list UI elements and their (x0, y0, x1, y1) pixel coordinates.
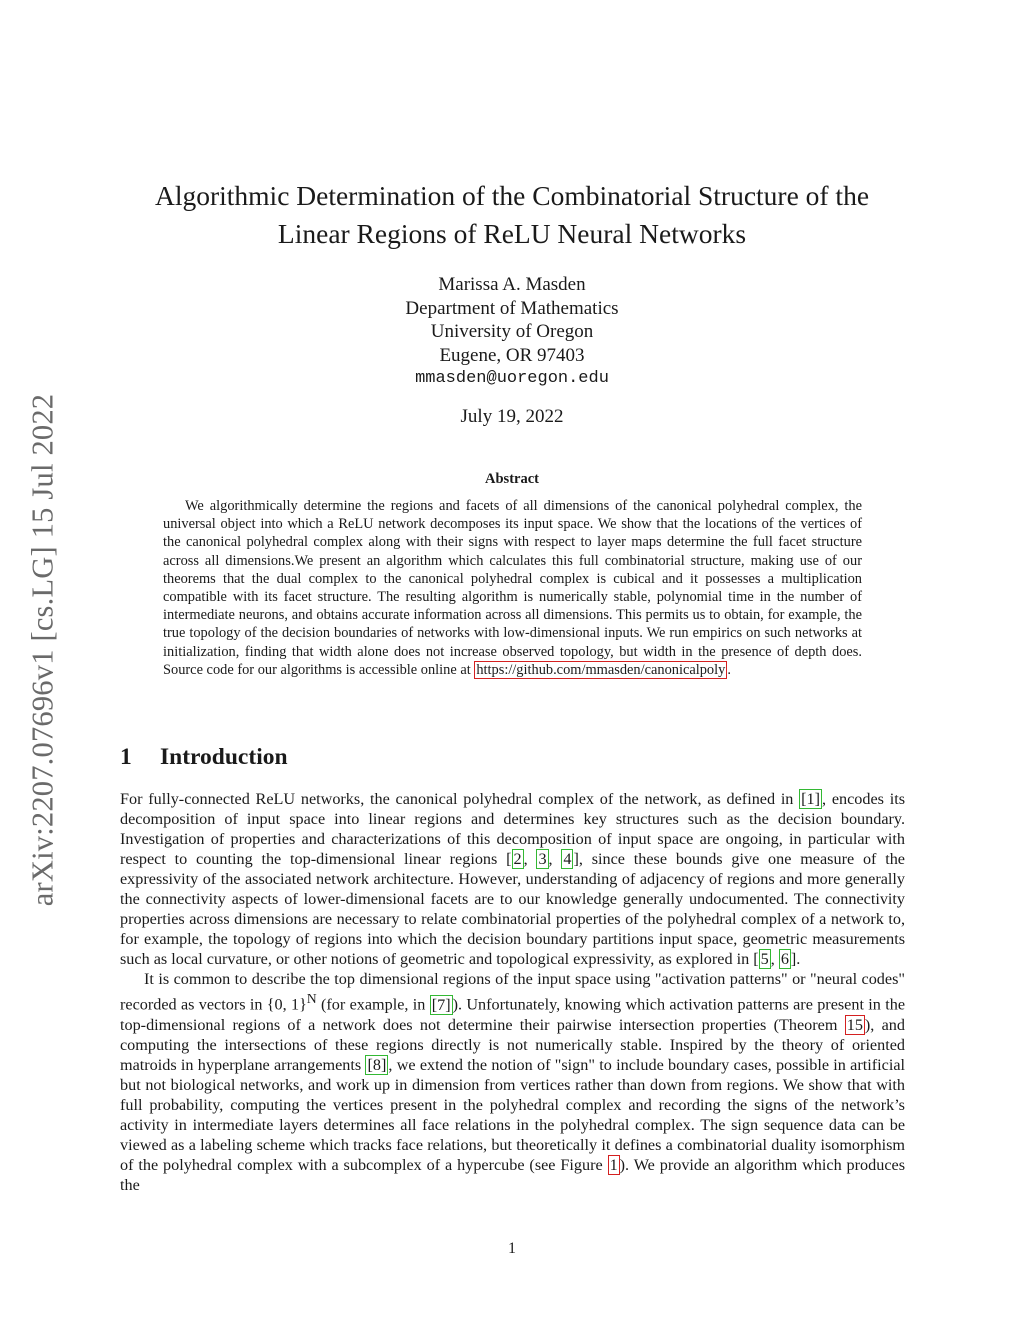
text-span: , since these bounds give one measure of the expressivity of the associated network architecture. However, understanding of adjacency of regions and more generally the connectivity aspects of lower-dimensional facets are to our knowledge generally undocumented. The connectivity properties across dimensions are necessary to relate combinatorial properties of the polyhedral complex of a network to, for example, the topology of regions into which the decision boundary partitions input space, geometric measurements such as local curvature, or other notions of geometric and topological expressivity, as explored in (120, 850, 905, 969)
citation-link[interactable]: 2 (513, 850, 522, 869)
theorem-reference-link[interactable]: 15 (846, 1015, 863, 1034)
abstract-body: We algorithmically determine the regions and facets of all dimensions of the canonical polyhedral complex, the universal object into which a ReLU network decomposes its input space. We show that the locations of the vertices of the canonical polyhedral complex along with their signs with respect to layer maps determine the full facet structure across all dimensions.We present an algorithm which calculates this full combinatorial structure, making use of our theorems that the dual complex to the canonical polyhedral complex is cubical and it possesses a multiplication compatible with its facet structure. The resulting algorithm is numerically stable, polynomial time in the number of intermediate neurons, and obtains accurate information across all dimensions. This permits us to obtain, for example, the true topology of the decision boundaries of networks with low-dimensional inputs. We run empirics on such networks at initialization, finding that width alone does not increase observed topology, but width in the presence of depth does. Source code for our algorithms is accessible online at (163, 498, 862, 678)
citation-link[interactable]: 4 (563, 850, 572, 869)
page-number: 1 (508, 1240, 516, 1257)
text-span: . (796, 950, 801, 969)
text-span: ). We provide an algorithm which produces the (120, 1156, 905, 1195)
title-line-2: Linear Regions of ReLU Neural Networks (277, 218, 747, 249)
superscript-n: N (306, 991, 317, 1007)
text-span: ). Unfortunately, knowing which activation patterns are present in the top-dimensional regions of a network does not determine their pairwise intersection properties (Theorem (120, 995, 905, 1034)
text-span: For fully-connected ReLU networks, the canonical polyhedral complex of the network, as defined in (120, 790, 800, 808)
title-line-1: Algorithmic Determination of the Combinatorial Structure of the (154, 180, 870, 211)
author-department: Department of Mathematics (405, 297, 619, 319)
section-title: Introduction (160, 744, 288, 770)
citation-link[interactable]: [7] (431, 995, 451, 1014)
section-heading (120, 744, 288, 771)
citation-link[interactable]: 5 (760, 950, 769, 969)
author-university: University of Oregon (430, 321, 594, 342)
text-span: , we extend the notion of "sign" to include boundary cases, possible in artificial but not biological networks, and work up in dimension from vertices rather than down from regions. We show that with full probability, computing the vertices present in the polyhedral complex and recording the signs of the network’s activity in intermediate layers determines all face relations in the polyhedral complex. The sign sequence data can be viewed as a labeling scheme which tracks face relations, but theoretically it defines a combinatorial duality isomorphism of the polyhedral complex with a subcomplex of a hypercube (see Figure (120, 1056, 906, 1175)
author-name: Marissa A. Masden (438, 274, 586, 295)
text-span: , encodes its decomposition of input space into linear regions and determines key structures such as the decision boundary. Investigation of properties and characterizations of this decomposition of input space are ongoing, in particular with respect to counting the top-dimensional linear regions (120, 790, 905, 869)
citation-link[interactable]: [8] (367, 1056, 387, 1074)
citation-link[interactable]: [1] (801, 790, 821, 808)
section-number: 1 (120, 744, 132, 770)
figure-reference-link[interactable]: 1 (609, 1156, 618, 1175)
source-code-link[interactable]: https://github.com/mmasden/canonicalpoly (476, 661, 726, 678)
abstract-heading: Abstract (485, 471, 539, 487)
introduction-body (120, 789, 905, 1195)
citation-link[interactable]: 6 (780, 950, 789, 969)
arxiv-identifier-stamp: arXiv:2207.07696v1 [cs.LG] 15 Jul 2022 (25, 393, 60, 907)
text-span: It is common to describe the top dimensional regions of the input space using "activation patterns" or "neural codes" recorded as vectors in {0, 1} (120, 970, 905, 1014)
paragraph-2 (120, 969, 905, 1195)
abstract-text (163, 497, 862, 679)
paragraph-1: For fully-connected ReLU networks, the canonical polyhedral complex of the network, as defined in [1] , encodes its decomposition of input space into linear regions and determines key structures such as the decision boundary. Investigation of properties and characterizations of this decomposition of input space are ongoing, in particular with respect to counting the top-dimensional linear regions [ 2 , 3 , 4 ], since these bounds give one measure of the expressivity of the associated network architecture. However, understanding of adjacency of regions and more generally the connectivity aspects of lower-dimensional facets are to our knowledge generally undocumented. The connectivity properties across dimensions are necessary to relate combinatorial properties of the polyhedral complex of a network to, for example, the topology of regions into which the decision boundary partitions input space, geometric measurements such as local curvature, or other notions of geometric and topological expressivity, as explored in [ 5 , 6 ]. (120, 790, 905, 969)
author-city: Eugene, OR 97403 (439, 344, 585, 366)
text-span: (for example, in (316, 995, 430, 1014)
citation-link[interactable]: 3 (538, 850, 547, 869)
author-email[interactable]: mmasden@uoregon.edu (415, 369, 609, 388)
paper-date: July 19, 2022 (460, 406, 564, 427)
text-span: ), and computing the intersections of these regions directly is not numerically stable. Inspired by the theory of oriented matroids in hyperplane arrangements (120, 1015, 905, 1074)
abstract-end-period: . (727, 661, 731, 678)
paper-title (0, 177, 1024, 253)
author-block (0, 273, 1024, 391)
